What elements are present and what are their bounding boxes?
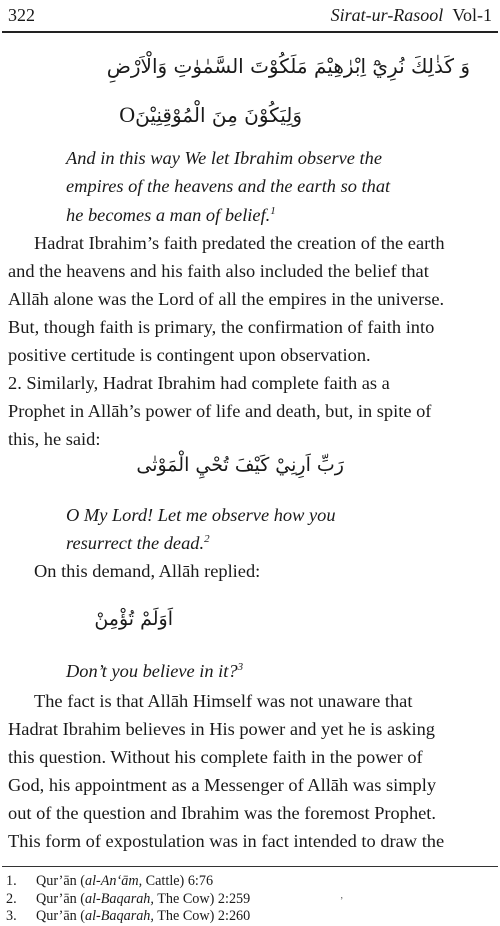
footnote-source: Qur’ān (	[36, 908, 85, 924]
para3-line-3: this question. Without his complete faith in the power of	[8, 747, 423, 767]
para1-line-1: Hadrat Ibrahim’s faith predated the creation of the earth	[34, 233, 445, 253]
footnote-source: Qur’ān (	[36, 873, 85, 889]
translation-1-line-3	[66, 203, 276, 228]
ayah-end-mark: O	[119, 102, 136, 127]
page-number: 322	[8, 5, 35, 25]
para2-line-1: 2. Similarly, Hadrat Ibrahim had complete faith as a	[8, 373, 390, 393]
para1-line-5: positive certitude is contingent upon observation.	[8, 345, 371, 365]
quran-verse-3: اَوَلَمْ تُؤْمِنْ	[94, 608, 173, 630]
translation-2-line-1: O My Lord! Let me observe how you	[66, 505, 336, 525]
footnote-rule	[2, 866, 498, 867]
page-header	[8, 2, 492, 28]
book-title: Sirat-ur-Rasool	[330, 5, 444, 25]
quran-verse-1-line-1: وَ كَذٰلِكَ نُرِيْٓ اِبْرٰهِيْمَ مَلَكُوْتَ السَّمٰوٰتِ وَالْاَرْضِ	[106, 54, 470, 78]
header-rule	[2, 31, 498, 33]
demand-line: On this demand, Allāh replied:	[34, 561, 261, 581]
para2-line-2: Prophet in Allāh’s power of life and death, but, in spite of	[8, 401, 432, 421]
para3-line-1: The fact is that Allāh Himself was not unaware that	[34, 691, 413, 711]
quran-verse-1-text: وَلِيَكُوْنَ مِنَ الْمُوْقِنِيْنَ	[135, 103, 302, 127]
footnote-source: Qur’ān (	[36, 891, 85, 907]
footnote-number: 1.	[6, 873, 17, 889]
para3-line-2: Hadrat Ibrahim believes in His power and yet he is asking	[8, 719, 435, 739]
para3-line-4: God, his appointment as a Messenger of Allāh was simply	[8, 775, 437, 795]
footnote-3	[6, 907, 250, 925]
footnote-2	[6, 890, 250, 908]
volume-label: Vol-1	[452, 5, 492, 25]
para1-line-4: But, though faith is primary, the confirmation of faith into	[8, 317, 435, 337]
translation-3	[66, 659, 243, 684]
para2-line-3: this, he said:	[8, 429, 101, 449]
footnote-number: 3.	[6, 908, 17, 924]
footnote-reference: The Cow) 2:260	[153, 908, 251, 924]
footnote-ref-2: 2	[204, 532, 210, 545]
surah-name: al-Baqarah,	[84, 891, 154, 907]
translation-1-line-1: And in this way We let Ibrahim observe the	[66, 148, 382, 168]
translation-1-line-2: empires of the heavens and the earth so that	[66, 176, 391, 196]
surah-name: al-Baqarah,	[84, 908, 154, 924]
footnote-number: 2.	[6, 891, 17, 907]
footnote-ref-1: 1	[270, 204, 276, 217]
translation-2-line-2	[66, 531, 210, 556]
translation-1-text: he becomes a man of belief.	[66, 205, 271, 225]
translation-3-text: Don’t you believe in it?	[66, 661, 238, 681]
footnote-reference: The Cow) 2:259	[153, 891, 251, 907]
para3-line-6: This form of expostulation was in fact intended to draw the	[8, 831, 445, 851]
quran-verse-1-line-2	[119, 102, 302, 128]
footnote-ref-3: 3	[237, 660, 244, 673]
stray-mark: ʼ	[340, 896, 344, 907]
para1-line-2: and the heavens and his faith also included the belief that	[8, 261, 429, 281]
para3-line-5: out of the question and Ibrahim was the foremost Prophet.	[8, 803, 437, 823]
translation-2-text: resurrect the dead.	[66, 533, 205, 553]
surah-name: al-An‘ām,	[84, 873, 143, 889]
quran-verse-2: رَبِّ اَرِنِيْ كَيْفَ تُحْيِ الْمَوْتٰى	[136, 454, 344, 476]
para1-line-3: Allāh alone was the Lord of all the empires in the universe.	[8, 289, 445, 309]
running-title	[331, 2, 492, 28]
footnote-1	[6, 872, 213, 890]
footnote-reference: Cattle) 6:76	[142, 873, 214, 889]
